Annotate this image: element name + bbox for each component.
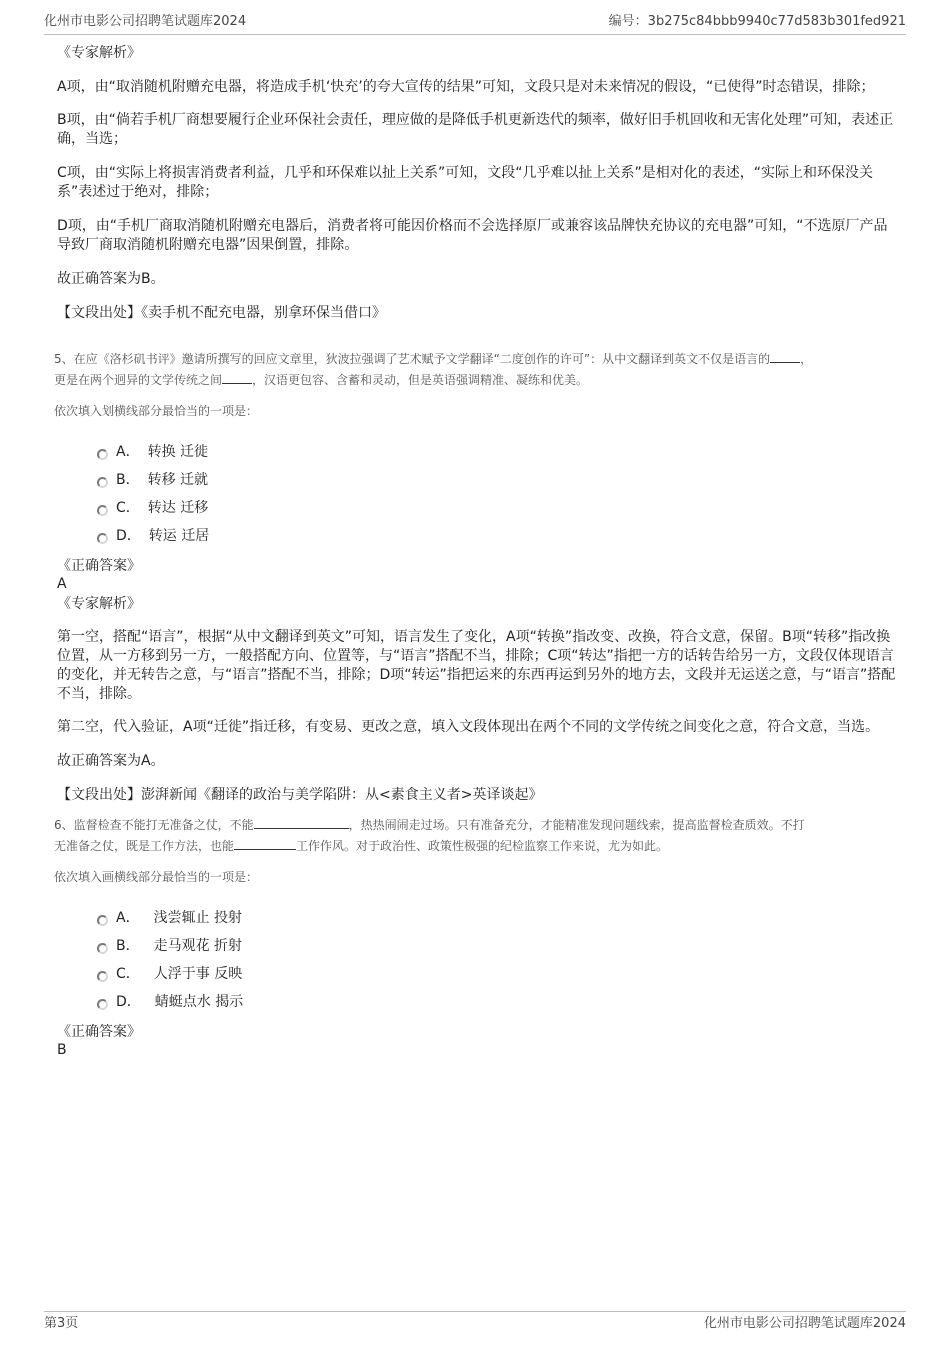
radio-button-icon[interactable] [97,999,108,1010]
q5-conclusion: 故正确答案为A。 [57,753,165,769]
q5-option-a[interactable] [97,437,897,465]
q5-text-c: 更是在两个迥异的文学传统之间 [54,373,223,387]
q6-text-a: 6、监督检查不能打无准备之仗，不能 [54,818,254,832]
page-content [54,44,897,1059]
question-5-text [54,349,897,391]
option-text: 转移 迁就 [147,472,209,488]
page-footer [44,1311,906,1333]
page-number: 第3页 [44,1316,79,1331]
q5-analysis-1: 第一空，搭配“语言”，根据“从中文翻译到英文”可知，语言发生了变化，A项“转换”指改变、改换，符合文意，保留。B项“转移”指改换位置，从一方移到另一方，一般搭配方向、位置等，与“语言”搭配不当，排除；C项“转达”指把一方的话转告给另一方，文段仅体现语言的变化，并无转告之意，与“语言”搭配不当，排除；D项“转运”指把运来的东西再运到另外的地方去，文段并无运送之意，与“语言”搭配不当，排除。 [57,629,896,702]
conclusion-text: 故正确答案为B。 [57,271,165,287]
source-citation: 【文段出处】《卖手机不配充电器，别拿环保当借口》 [57,305,386,321]
q5-text-b: ， [800,352,813,366]
footer-title: 化州市电影公司招聘笔试题库2024 [703,1316,906,1331]
q5-option-c[interactable] [97,493,897,521]
option-letter: D． [116,528,141,544]
q6-option-d[interactable] [97,987,897,1015]
radio-button-icon[interactable] [97,943,108,954]
option-letter: C． [116,500,140,516]
q6-text-b: ，热热闹闹走过场。只有准备充分，才能精准发现问题线索，提高监督检查质效。不打 [348,818,805,832]
option-text: 走马观花 折射 [153,938,243,954]
radio-button-icon[interactable] [97,533,108,544]
option-letter: B． [116,938,140,954]
analysis-option-c: C项，由“实际上将损害消费者利益，几乎和环保难以扯上关系”可知，文段“几乎难以扯上关系”是相对化的表述，“实际上和环保没关系”表述过于绝对，排除； [57,165,874,200]
option-text: 浅尝辄止 投射 [153,910,243,926]
q6-options [97,903,897,1015]
header-title: 化州市电影公司招聘笔试题库2024 [44,14,247,29]
analysis-option-d: D项，由“手机厂商取消随机附赠充电器后，消费者将可能因价格而不会选择原厂或兼容该品牌快充协议的充电器”可知，“不选原厂产品导致厂商取消随机附赠充电器”因果倒置，排除。 [57,218,888,253]
option-letter: A． [116,910,140,926]
option-text: 人浮于事 反映 [153,966,243,982]
option-text: 转运 迁居 [148,528,210,544]
q6-option-c[interactable] [97,959,897,987]
radio-button-icon[interactable] [97,477,108,488]
q5-option-d[interactable] [97,521,897,549]
q5-analysis-2: 第二空，代入验证，A项“迁徙”指迁移，有变易、更改之意，填入文段体现出在两个不同的文学传统之间变化之意，符合文意，当选。 [57,719,880,735]
q6-option-b[interactable] [97,931,897,959]
q5-option-b[interactable] [97,465,897,493]
blank-2 [234,837,296,850]
q5-answer: A [57,576,67,592]
q6-answer: B [57,1042,67,1058]
q5-source: 【文段出处】澎湃新闻《翻译的政治与美学陷阱：从<素食主义者>英译谈起》 [57,787,543,803]
q5-text-d: ，汉语更包容、含蓄和灵动，但是英语强调精准、凝练和优美。 [252,373,589,387]
question-6-text [54,815,897,857]
analysis-option-b: B项，由“倘若手机厂商想要履行企业环保社会责任，理应做的是降低手机更新迭代的频率，做好旧手机回收和无害化处理”可知，表述正确，当选； [57,112,894,147]
q6-text-c: 无准备之仗，既是工作方法，也能 [54,839,235,853]
q5-text-a: 5、在应《洛杉矶书评》邀请所撰写的回应文章里，狄波拉强调了艺术赋予文学翻译“二度创作的许可”：从中文翻译到英文不仅是语言的 [54,352,771,366]
option-letter: B． [116,472,140,488]
radio-button-icon[interactable] [97,505,108,516]
page-header [44,12,906,35]
q6-prompt: 依次填入画横线部分最恰当的一项是： [54,870,259,884]
document-id: 编号：3b275c84bbb9940c77d583b301fed921 [608,14,906,29]
blank-1 [770,350,800,363]
option-letter: C． [116,966,140,982]
option-text: 蜻蜓点水 揭示 [154,994,244,1010]
option-text: 转换 迁徙 [147,444,209,460]
question-6 [54,815,897,1059]
q6-option-a[interactable] [97,903,897,931]
q5-options [97,437,897,549]
q6-text-d: 工作作风。对于政治性、政策性极强的纪检监察工作来说，尤为如此。 [296,839,669,853]
option-text: 转达 迁移 [147,500,209,516]
q5-answer-label: 《正确答案》 [57,558,141,574]
q5-prompt: 依次填入划横线部分最恰当的一项是： [54,404,259,418]
analysis-option-a: A项，由“取消随机附赠充电器，将造成手机‘快充’的夸大宣传的结果”可知，文段只是对未来情况的假设，“已使得”时态错误，排除； [57,79,875,95]
q6-answer-label: 《正确答案》 [57,1024,141,1040]
question-5 [54,349,897,805]
option-letter: D． [116,994,141,1010]
radio-button-icon[interactable] [97,449,108,460]
blank-1 [254,816,349,829]
option-letter: A． [116,444,140,460]
radio-button-icon[interactable] [97,915,108,926]
blank-2 [222,371,252,384]
expert-analysis-label: 《专家解析》 [57,45,141,61]
q5-analysis-label: 《专家解析》 [57,596,141,612]
radio-button-icon[interactable] [97,971,108,982]
